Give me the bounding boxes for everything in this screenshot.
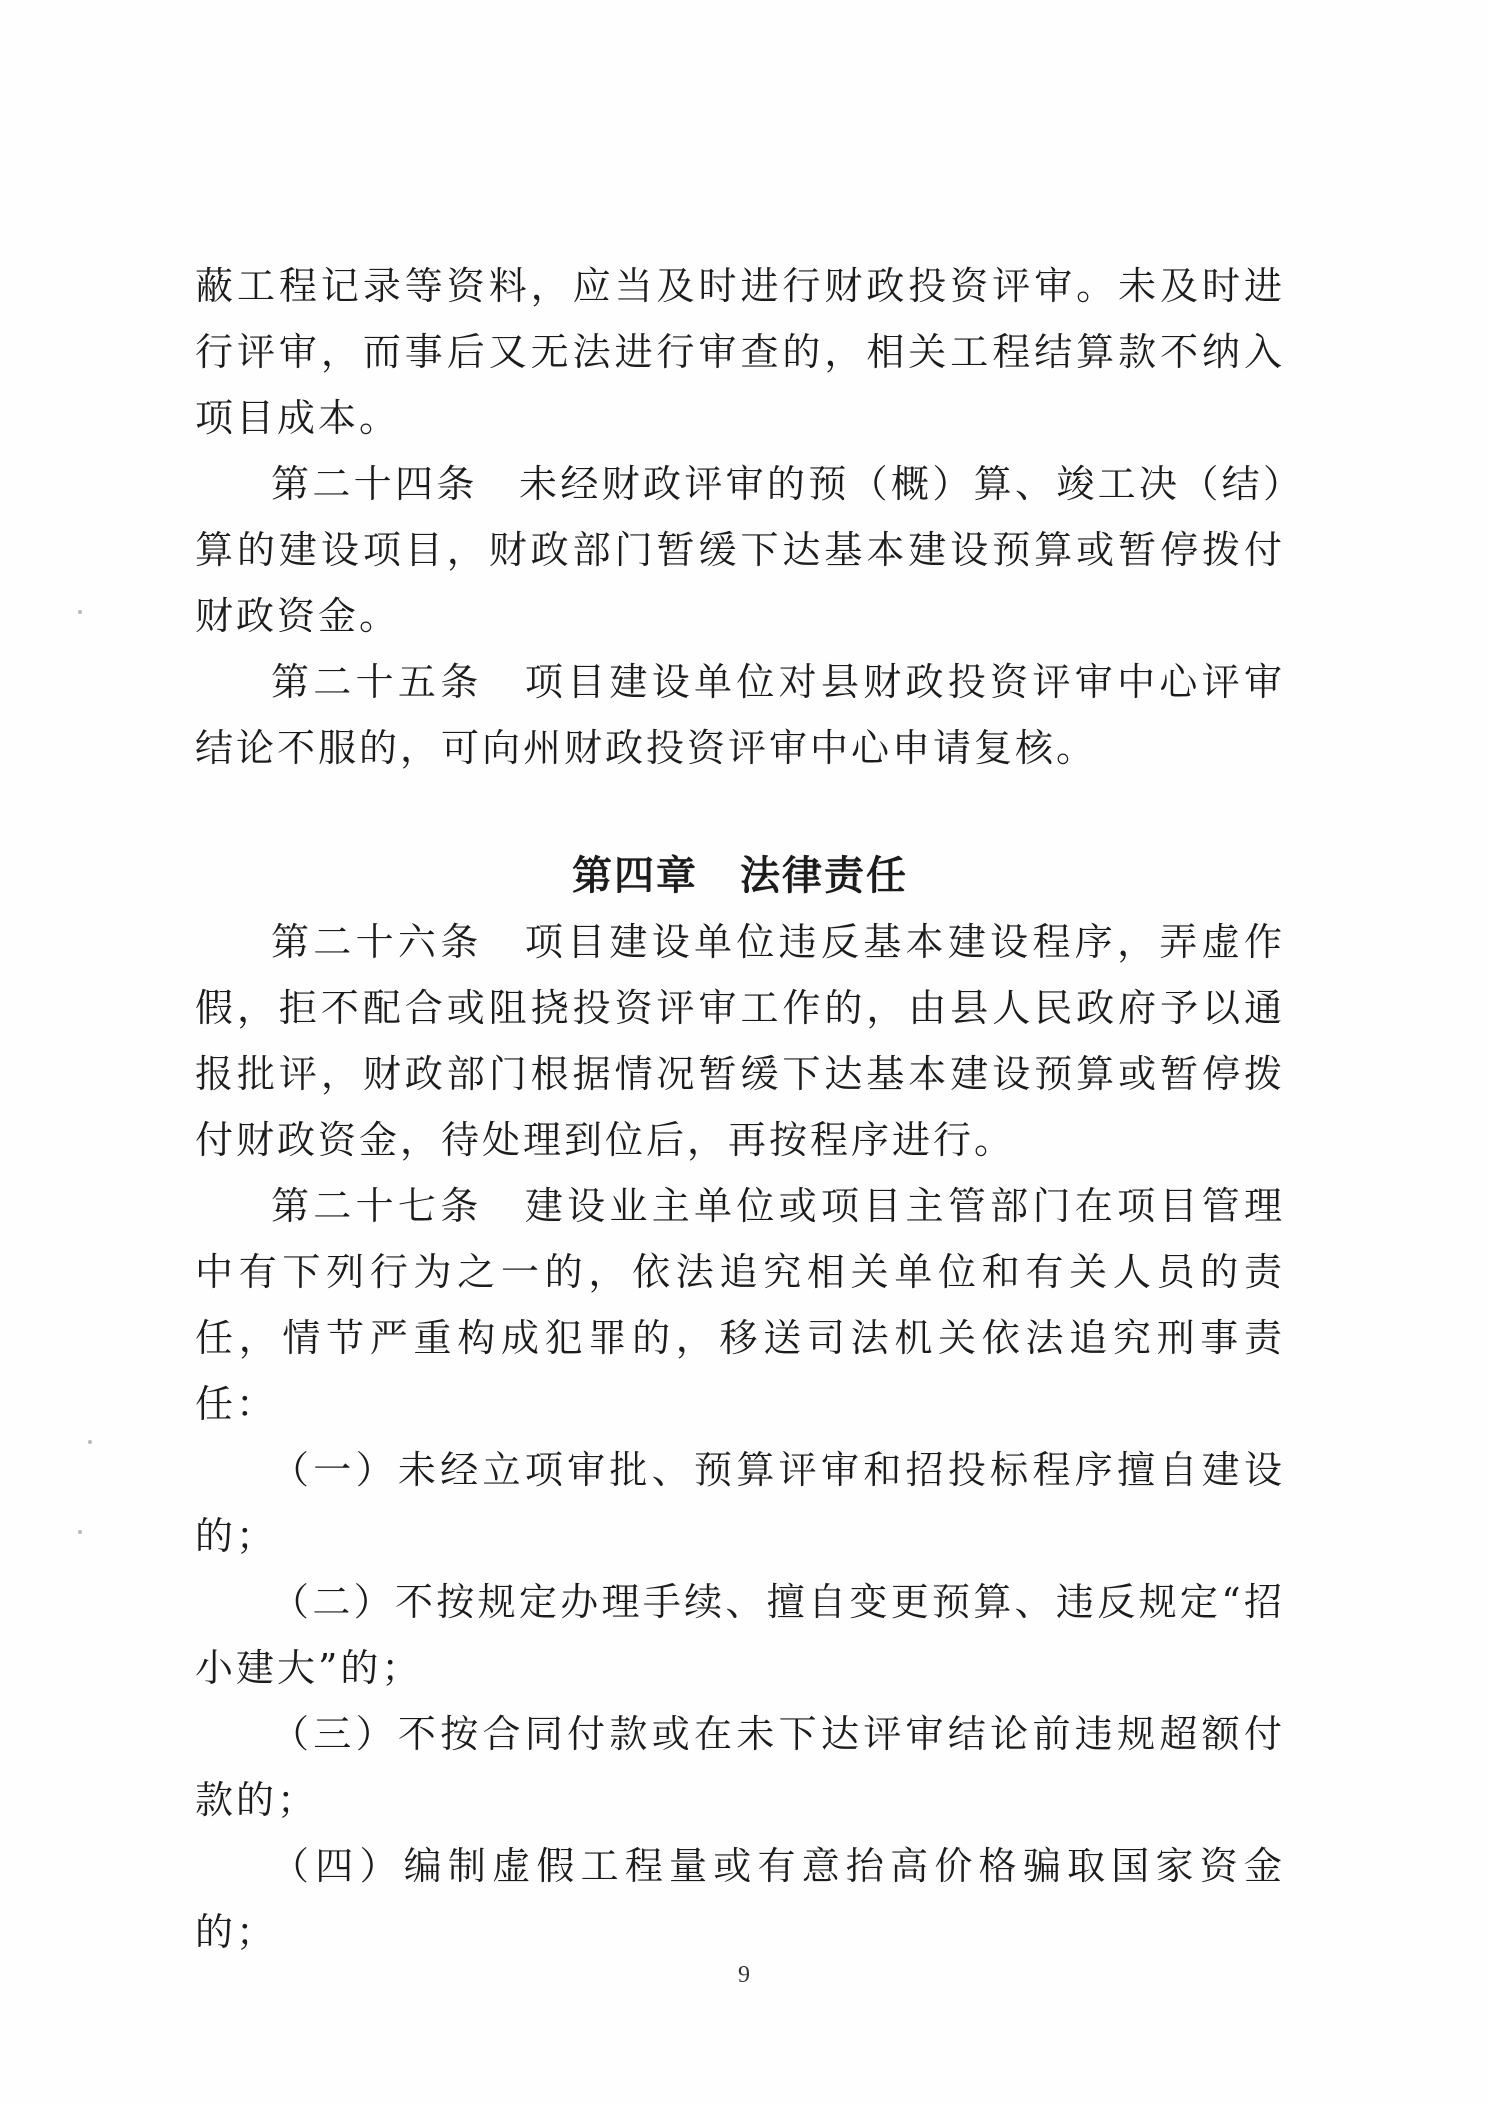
scan-speck [78,1530,82,1534]
article-26: 第二十六条 项目建设单位违反基本建设程序，弄虚作假，拒不配合或阻挠投资评审工作的，由县人民政府予以通报批评，财政部门根据情况暂缓下达基本建设预算或暂停拨付财政资金，待处理到位后，再按程序进行。 [195,920,1285,1162]
article-27: 第二十七条 建设业主单位或项目主管部门在项目管理中有下列行为之一的，依法追究相关单位和有关人员的责任，情节严重构成犯罪的，移送司法机关依法追究刑事责任： [195,1184,1285,1426]
article-25: 第二十五条 项目建设单位对县财政投资评审中心评审结论不服的，可向州财政投资评审中心申请复核。 [195,660,1285,770]
list-item-2: （二）不按规定办理手续、擅自变更预算、违反规定“招小建大”的； [195,1580,1285,1690]
paragraph-continuation: 蔽工程记录等资料，应当及时进行财政投资评审。未及时进行评审，而事后又无法进行审查的，相关工程结算款不纳入项目成本。 [195,264,1285,440]
page-number: 9 [738,1962,750,1988]
article-24: 第二十四条 未经财政评审的预（概）算、竣工决（结）算的建设项目，财政部门暂缓下达基本建设预算或暂停拨付财政资金。 [195,462,1285,638]
document-body [195,253,1285,1965]
list-item-3: （三）不按合同付款或在未下达评审结论前违规超额付款的； [195,1712,1285,1822]
scan-speck [78,610,82,614]
list-item-1: （一）未经立项审批、预算评审和招投标程序擅自建设的； [195,1448,1285,1558]
list-item-4: （四）编制虚假工程量或有意抬高价格骗取国家资金的； [195,1844,1285,1954]
scan-speck [88,1440,92,1444]
chapter-title: 第四章 法律责任 [572,853,908,899]
